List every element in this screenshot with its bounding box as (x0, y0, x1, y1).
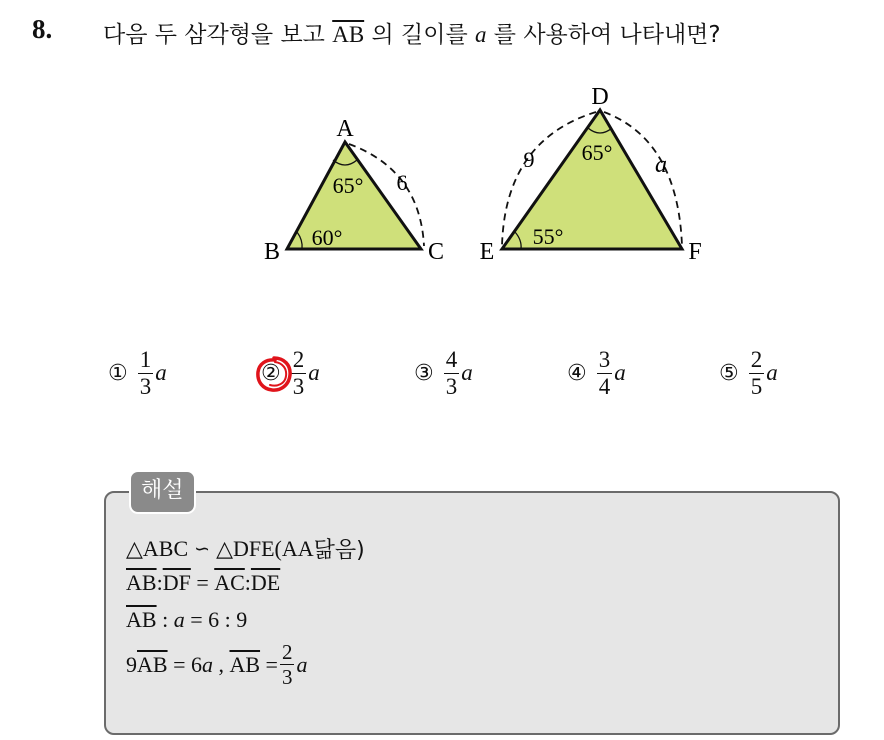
choice-4-denominator: 4 (598, 373, 611, 399)
label-f: F (688, 239, 702, 265)
angle-b-label: 60° (311, 225, 343, 250)
similar-symbol: ∽ (194, 537, 211, 560)
var-a-3: a (296, 651, 308, 677)
similarity-reason: 닮음) (313, 538, 365, 563)
seg-de: $\overline{DE}$ (250, 570, 281, 595)
choice-4-fraction (597, 347, 613, 400)
label-d: D (591, 84, 609, 110)
choice-3-denominator: 3 (445, 373, 458, 399)
ratio-rest: = 6 : 9 (184, 607, 248, 632)
triangle-abc-text: △ABC (126, 535, 189, 561)
choice-2-var: a (308, 360, 320, 385)
solution-line-3 (126, 607, 247, 633)
choice-2[interactable] (261, 338, 320, 408)
choice-4-numerator: 3 (598, 346, 611, 372)
question-text-before: 다음 두 삼각형을 보고 (103, 22, 333, 48)
comma: , (212, 651, 230, 677)
result-denominator: 3 (281, 665, 293, 689)
question-text-mid: 의 길이를 (364, 22, 475, 48)
angle-e-label: 55° (532, 224, 564, 249)
var-a-2: a (201, 651, 213, 677)
equals-2: = (260, 651, 278, 677)
result-fraction (280, 640, 295, 689)
choice-5-var: a (766, 360, 778, 385)
seg-ab-3: $\overline{AB}$ (137, 651, 168, 677)
choice-5-number: ⑤ (719, 360, 739, 386)
choice-5-fraction (749, 347, 765, 400)
ratio-colon: : (156, 607, 174, 632)
choice-5-denominator: 5 (750, 373, 763, 399)
answer-choices (0, 338, 884, 408)
choice-2-number-text: ② (261, 360, 281, 386)
colon-2: : (244, 570, 251, 595)
choice-4[interactable] (567, 338, 626, 408)
question-number: 8. (32, 14, 53, 44)
label-e: E (479, 239, 495, 265)
coef-9: 9 (126, 651, 137, 677)
variable-a: a (474, 22, 487, 47)
choice-4-var: a (614, 360, 626, 385)
equals: = (190, 570, 215, 595)
solution-line-1 (126, 533, 365, 564)
choice-5-numerator: 2 (750, 346, 763, 372)
choice-1[interactable] (108, 338, 167, 408)
choice-3-fraction (444, 347, 460, 400)
choice-5[interactable] (719, 338, 778, 408)
choice-2-numerator: 2 (292, 346, 305, 372)
choice-3-var: a (461, 360, 473, 385)
var-a: a (173, 607, 185, 632)
solution-line-4 (126, 640, 307, 689)
seg-df: $\overline{DF}$ (162, 570, 191, 595)
choice-1-number: ① (108, 360, 128, 386)
angle-d-label: 65° (581, 140, 613, 165)
choice-1-var: a (155, 360, 167, 385)
triangles-figure (0, 0, 884, 300)
choice-4-number: ④ (567, 360, 587, 386)
seg-ab-2: $\overline{AB}$ (126, 607, 157, 632)
label-a: A (336, 116, 354, 142)
choice-3-numerator: 4 (445, 346, 458, 372)
choice-1-fraction (138, 347, 154, 400)
label-b: B (263, 239, 281, 265)
choice-2-denominator: 3 (292, 373, 305, 399)
label-c: C (427, 239, 445, 265)
choice-3-number: ③ (414, 360, 434, 386)
side-df-label: a (655, 152, 667, 178)
choice-1-numerator: 1 (139, 346, 152, 372)
side-de-label: 9 (523, 147, 535, 172)
side-ac-label: 6 (396, 170, 408, 195)
colon-1: : (156, 570, 163, 595)
result-numerator: 2 (281, 640, 293, 664)
seg-ab: $\overline{AB}$ (126, 570, 157, 595)
question-text-after: 를 사용하여 나타내면? (486, 22, 721, 48)
seg-ab-4: $\overline{AB}$ (229, 651, 261, 677)
choice-1-denominator: 3 (139, 373, 152, 399)
choice-2-number (261, 361, 281, 386)
seg-ac: $\overline{AC}$ (214, 570, 245, 595)
solution-line-2 (126, 570, 280, 596)
equals-6: = 6 (167, 651, 202, 677)
solution-label: 해설 (129, 470, 196, 514)
segment-ab: $\overline{AB}$ (332, 22, 365, 47)
angle-a-label: 65° (332, 173, 364, 198)
triangle-dfe-text: △DFE(AA (216, 535, 314, 561)
choice-3[interactable] (414, 338, 473, 408)
